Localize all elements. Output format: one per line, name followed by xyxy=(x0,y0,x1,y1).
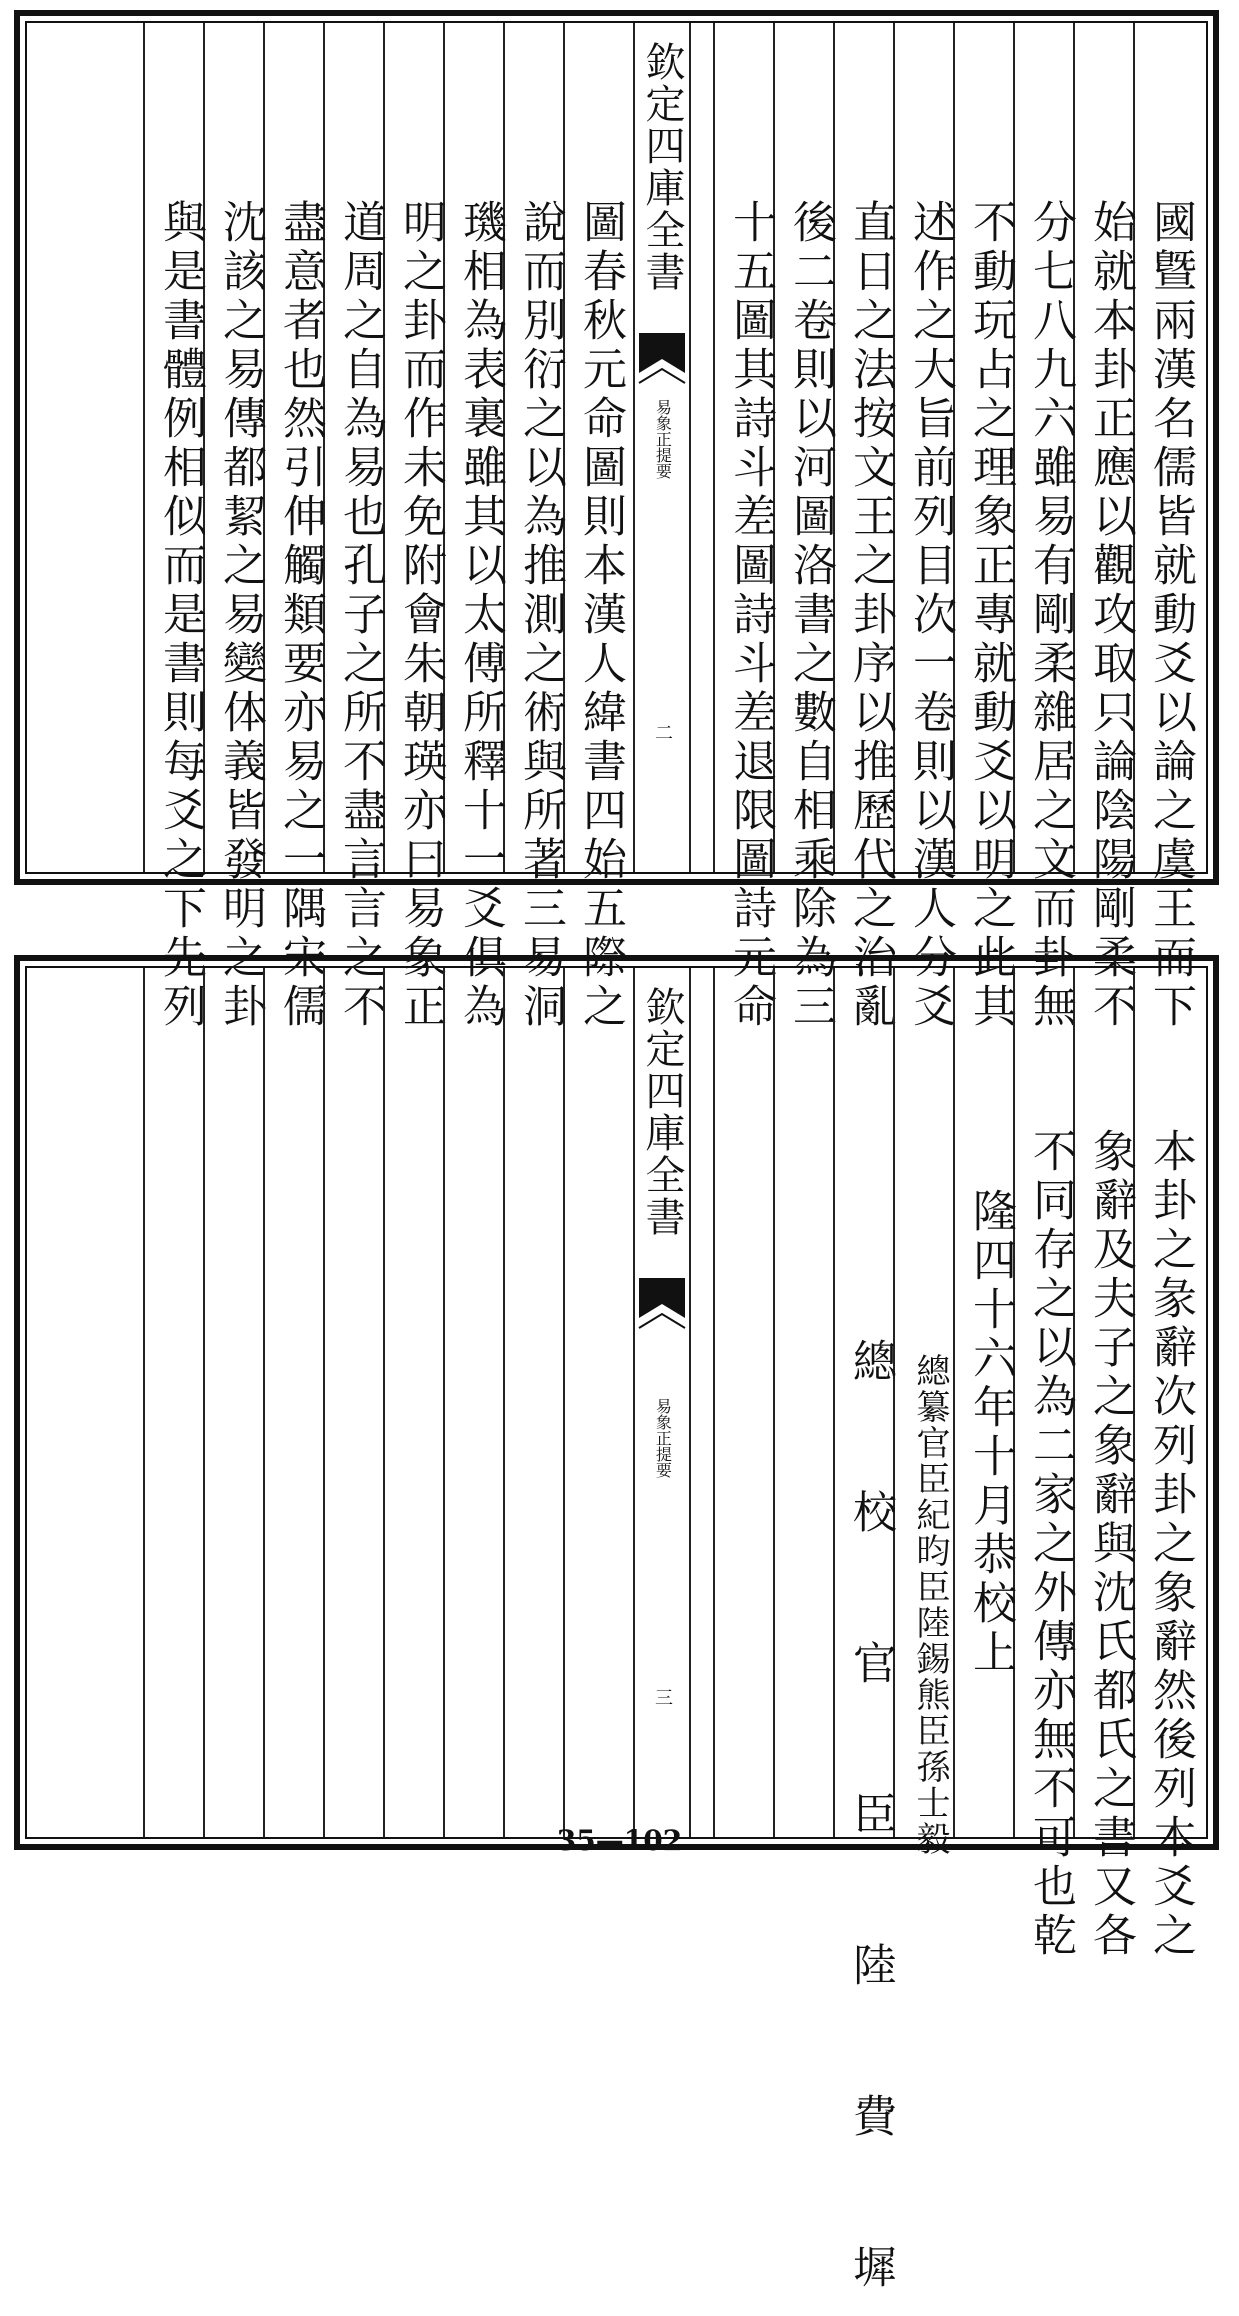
col-r8: 十五圖其詩斗差圖詩斗差退限圖詩元命 xyxy=(713,23,785,872)
col-l6: 盡意者也然引伸觸類要亦易之一隅宋儒 xyxy=(263,23,335,872)
col-r2: 始就本卦正應以觀攻取只論陰陽剛柔不 xyxy=(1073,23,1145,872)
col-l8: 與是書體例相似而是書則每爻之下先列 xyxy=(143,23,215,872)
col-r1: 國曁兩漢名儒皆就動爻以論之虞王而下 xyxy=(1133,23,1205,872)
col-l4: 明之卦而作未免附會朱朝瑛亦曰易象正 xyxy=(383,23,455,872)
top-page-frame xyxy=(25,21,1208,1032)
fishtail-mark-icon xyxy=(635,333,689,393)
col-b-r4: 隆四十六年十月恭校上 xyxy=(953,968,1025,1837)
col-b-r5: 總纂官臣紀昀臣陸錫熊臣孫士毅 xyxy=(893,968,965,1837)
center-page-number: 三 xyxy=(652,1688,673,1706)
col-r5: 述作之大旨前列目次一卷則以漢人分爻 xyxy=(893,23,965,872)
bottom-page xyxy=(14,955,1219,2316)
col-l1: 圖春秋元命圖則本漢人緯書四始五際之 xyxy=(563,23,635,872)
col-r3: 分七八九六雖易有剛柔雜居之文而卦無 xyxy=(1013,23,1085,872)
center-title: 欽定四庫全書 xyxy=(639,986,685,1238)
col-b-r8 xyxy=(713,968,785,1837)
col-b-l8 xyxy=(143,968,215,1837)
col-l2: 說而別衍之以為推測之術與所著三易洞 xyxy=(503,23,575,872)
col-b-r2: 象辭及夫子之象辭與沈氏都氏之書又各 xyxy=(1073,968,1145,1837)
col-b-r3: 不同存之以為二家之外傳亦無不可也乾 xyxy=(1013,968,1085,1837)
col-b-r6: 總 校 官 臣 陸 費 墀 xyxy=(833,968,905,1837)
col-l5: 道周之自為易也孔子之所不盡言言之不 xyxy=(323,23,395,872)
center-page-number: 二 xyxy=(652,723,673,741)
col-l3: 璣相為表裏雖其以太傅所釋十一爻俱為 xyxy=(443,23,515,872)
center-title: 欽定四庫全書 xyxy=(639,41,685,293)
col-b-r1: 本卦之彖辭次列卦之象辭然後列本爻之 xyxy=(1133,968,1205,1837)
top-center-strip xyxy=(633,23,691,872)
center-book-title: 易象正 提要 xyxy=(653,399,673,479)
col-r6: 直日之法按文王之卦序以推歷代之治亂 xyxy=(833,23,905,872)
col-l7: 沈該之易傳都絜之易變体義皆發明之卦 xyxy=(203,23,275,872)
col-r7: 後二卷則以河圖洛書之數自相乘除為三 xyxy=(773,23,845,872)
page-footer-number: 35—102 xyxy=(556,1824,683,1857)
col-r4: 不動玩占之理象正專就動爻以明之此其 xyxy=(953,23,1025,872)
top-page xyxy=(14,10,1219,1032)
bottom-center-strip xyxy=(633,968,691,1837)
center-book-title: 易象正 提要 xyxy=(653,1398,673,1478)
fishtail-mark-icon xyxy=(635,1278,689,1338)
